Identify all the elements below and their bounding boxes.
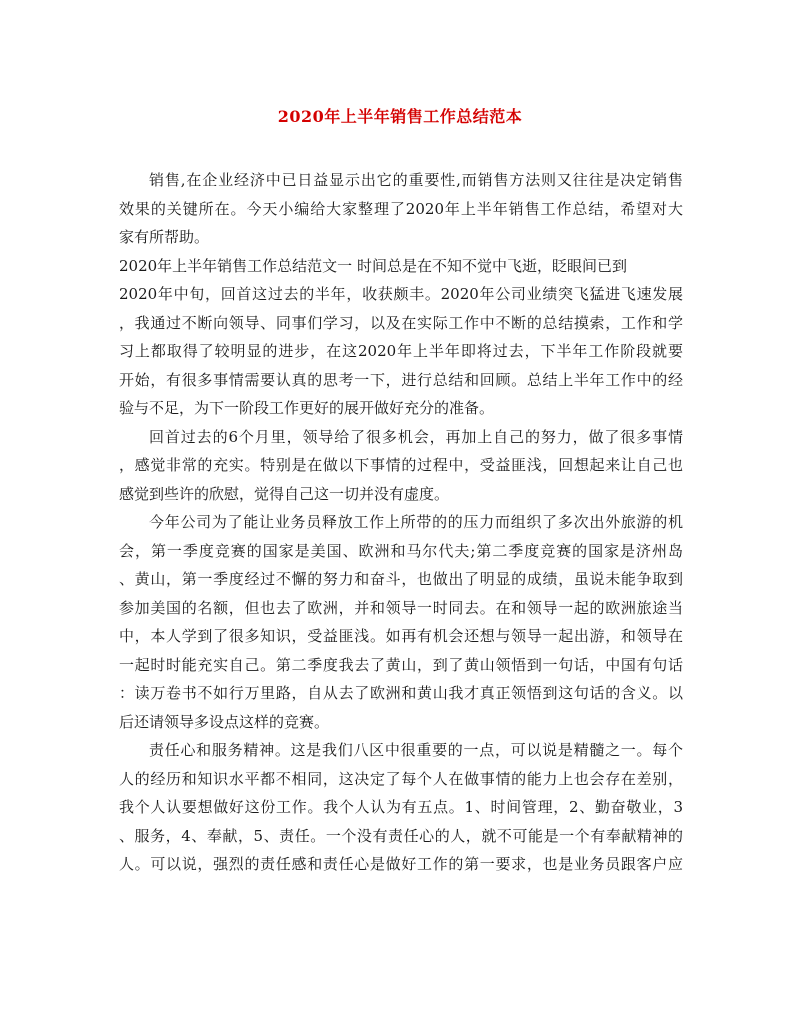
text-line: 家有所帮助。 xyxy=(119,228,210,246)
text-line: 感觉到些许的欣慰，觉得自己这一切并没有虚度。 xyxy=(119,484,450,503)
text-line: 2020年中旬，回首这过去的半年，收获颇丰。2020年公司业绩突飞猛进飞速发展 xyxy=(119,285,683,303)
text-line: ，我通过不断向领导、同事们学习，以及在实际工作中不断的总结摸索，工作和学 xyxy=(119,313,683,332)
text-line: 一起时时能充实自己。第二季度我去了黄山，到了黄山领悟到一句话，中国有句话 xyxy=(119,655,683,674)
document-body xyxy=(119,166,683,879)
text-line: 回首过去的6个月里，领导给了很多机会，再加上自己的努力，做了很多事情 xyxy=(149,427,683,446)
text-line: 后还请领导多设点这样的竞赛。 xyxy=(119,712,330,731)
text-line: 今年公司为了能让业务员释放工作上所带的的压力而组织了多次出外旅游的机 xyxy=(149,513,683,531)
text-line: 参加美国的名额，但也去了欧洲，并和领导一时同去。在和领导一起的欧洲旅途当 xyxy=(119,598,683,617)
text-line: 责任心和服务精神。这是我们八区中很重要的一点，可以说是精髓之一。每个 xyxy=(149,741,683,759)
text-line: 习上都取得了较明显的进步，在这2020年上半年即将过去，下半年工作阶段就要 xyxy=(119,342,683,360)
text-line: 会，第一季度竞赛的国家是美国、欧洲和马尔代夫;第二季度竞赛的国家是济州岛 xyxy=(119,541,683,560)
text-line: ：读万卷书不如行万里路，自从去了欧洲和黄山我才真正领悟到这句话的含义。以 xyxy=(119,684,683,702)
document-title: 2020年上半年销售工作总结范本 xyxy=(277,107,523,126)
text-line: 验与不足，为下一阶段工作更好的展开做好充分的准备。 xyxy=(119,399,495,417)
text-line: 人。可以说，强烈的责任感和责任心是做好工作的第一要求，也是业务员跟客户应 xyxy=(119,855,683,873)
text-line: ，感觉非常的充实。特别是在做以下事情的过程中，受益匪浅，回想起来让自己也 xyxy=(119,456,683,474)
text-line: 、黄山，第一季度经过不懈的努力和奋斗，也做出了明显的成绩，虽说未能争取到 xyxy=(119,570,683,588)
text-line: 效果的关键所在。今天小编给大家整理了2020年上半年销售工作总结，希望对大 xyxy=(119,199,683,218)
text-line: 开始，有很多事情需要认真的思考一下，进行总结和回顾。总结上半年工作中的经 xyxy=(119,370,683,389)
text-line: 、服务，4、奉献，5、责任。一个没有责任心的人，就不可能是一个有奉献精神的 xyxy=(119,826,683,845)
text-line: 销售,在企业经济中已日益显示出它的重要性,而销售方法则又往往是决定销售 xyxy=(149,171,683,189)
text-line: 我个人认要想做好这份工作。我个人认为有五点。1、时间管理，2、勤奋敬业，3 xyxy=(119,798,683,816)
text-line: 2020年上半年销售工作总结范文一 时间总是在不知不觉中飞逝，眨眼间已到 xyxy=(119,256,627,275)
text-line: 中，本人学到了很多知识，受益匪浅。如再有机会还想与领导一起出游，和领导在 xyxy=(119,627,683,645)
text-line: 人的经历和知识水平都不相同，这决定了每个人在做事情的能力上也会存在差别， xyxy=(119,769,683,788)
